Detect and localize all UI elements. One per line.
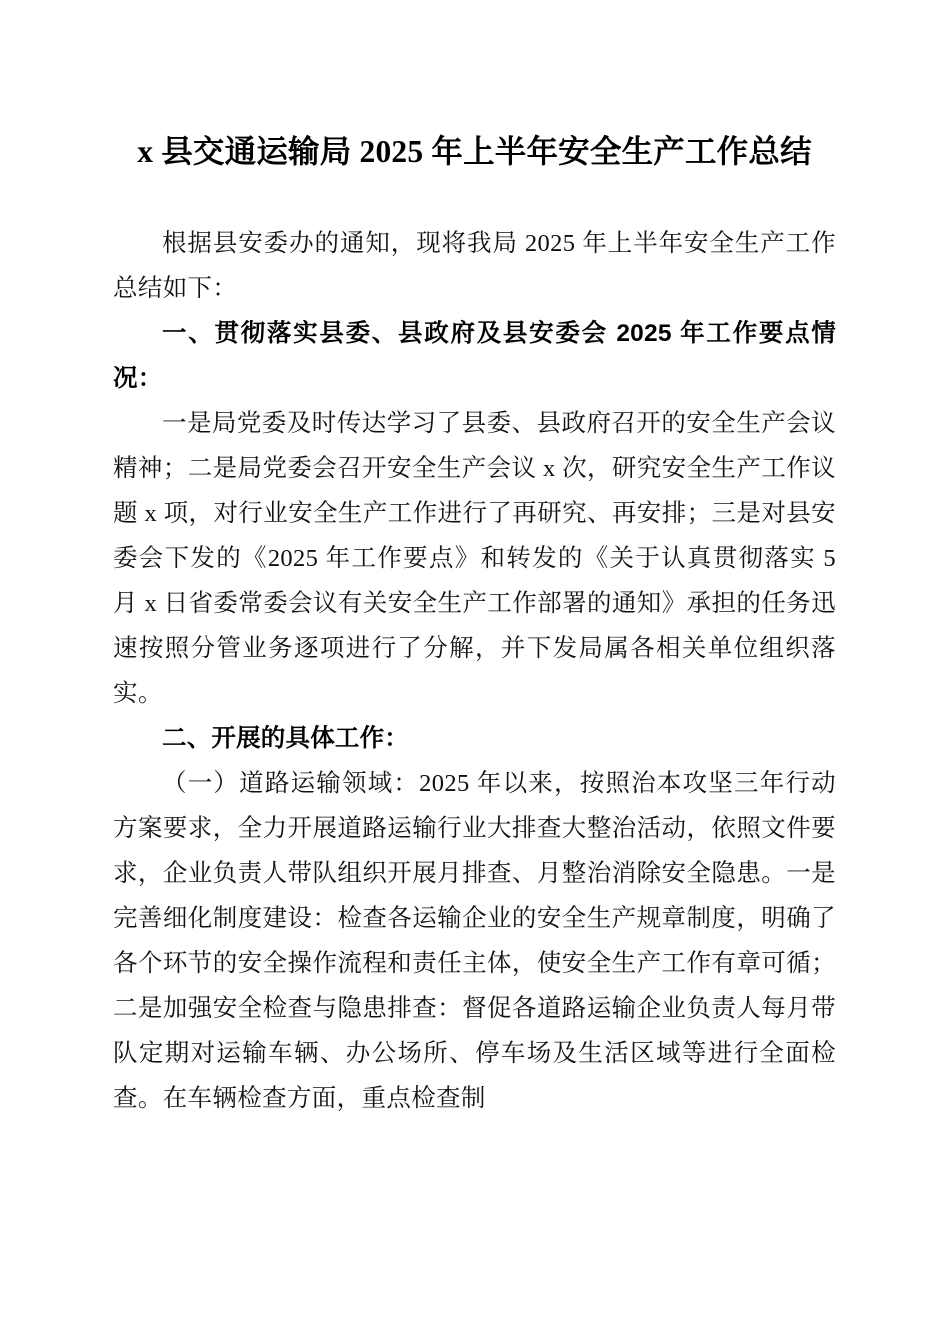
subsection-body-road-transport: 2025 年以来，按照治本攻坚三年行动方案要求，全力开展道路运输行业大排查大整治活动，依照文件要求，企业负责人带队组织开展月排查、月整治消除安全隐患。一是完善细化制度建设：检查各运输企业的安全生产规章制度，明确了各个环节的安全操作流程和责任主体，使安全生产工作有章可循；二是加强安全检查与隐患排查：督促各道路运输企业负责人每月带队定期对运输车辆、办公场所、停车场及生活区域等进行全面检查。在车辆检查方面，重点检查制 [113,770,836,1112]
paragraph-section-one-content: 一是局党委及时传达学习了县委、县政府召开的安全生产会议精神；二是局党委会召开安全生产会议 x 次，研究安全生产工作议题 x 项，对行业安全生产工作进行了再研究、再安排；三是对县安委会下发的《2025 年工作要点》和转发的《关于认真贯彻落实 5 月 x 日省委常委会议有关安全生产工作部署的通知》承担的任务迅速按照分管业务逐项进行了分解，并下发局属各相关单位组织落实。 [113,410,836,707]
subsection-label-road-transport: （一）道路运输领域： [162,770,420,797]
paragraph-subsection-road-transport [113,761,836,1121]
document-title: x 县交通运输局 2025 年上半年安全生产工作总结 [137,134,812,169]
paragraph-lead: 根据县安委办的通知，现将我局 2025 年上半年安全生产工作总结如下： [113,230,836,302]
document-body [113,0,836,1121]
section-heading-two: 二、开展的具体工作： [162,725,409,752]
section-heading-one: 一、贯彻落实县委、县政府及县安委会 2025 年工作要点情况： [113,320,836,392]
